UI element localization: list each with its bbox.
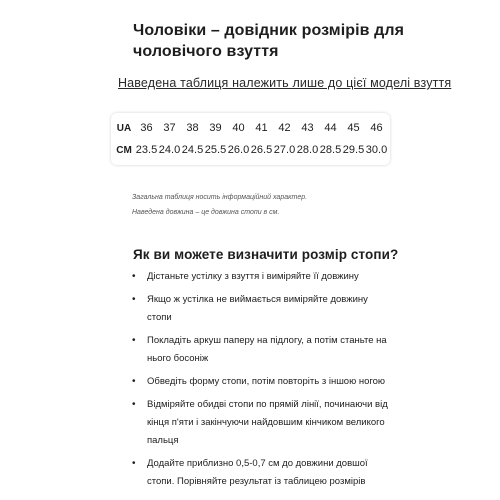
size-cell: 39 [209, 122, 222, 134]
bullet-icon: • [132, 335, 136, 346]
how-to-step [130, 291, 390, 327]
how-to-step-text: Якщо ж устілка не виймається виміряйте довжину стопи [147, 294, 368, 323]
how-to-step [130, 396, 390, 450]
size-cell: 45 [347, 122, 360, 134]
size-table [113, 117, 388, 161]
size-table-row [113, 117, 388, 139]
size-cell: 44 [324, 122, 337, 134]
size-cell: 36 [140, 122, 153, 134]
size-cell: 38 [186, 122, 199, 134]
how-to-step [130, 455, 390, 491]
how-to-step-text: Дістаньте устілку з взуття і виміряйте її довжину [147, 271, 359, 282]
how-to-heading: Як ви можете визначити розмір стопи? [133, 247, 399, 262]
how-to-step-text: Обведіть форму стопи, потім повторіть з іншою ногою [147, 376, 386, 387]
size-cell: 29.5 [342, 144, 365, 156]
size-cell: 37 [163, 122, 176, 134]
size-cell: 28.5 [319, 144, 342, 156]
bullet-icon: • [132, 399, 136, 410]
size-cell: 43 [301, 122, 314, 134]
bullet-icon: • [132, 294, 136, 305]
size-cell: 23.5 [135, 144, 158, 156]
how-to-step [130, 332, 390, 368]
size-cell: 24.5 [181, 144, 204, 156]
how-to-list [130, 268, 390, 496]
size-cell: 24.0 [158, 144, 181, 156]
size-row-label: CM [116, 144, 132, 156]
size-cell: 28.0 [296, 144, 319, 156]
size-cell: 41 [255, 122, 268, 134]
how-to-step-text: Покладіть аркуш паперу на підлогу, а потім станьте на нього босоніж [147, 335, 387, 364]
length-note: Наведена довжина – це довжина стопи в см. [132, 209, 280, 216]
size-cell: 42 [278, 122, 291, 134]
info-note: Загальна таблиця носить інформаційний характер. [132, 194, 308, 201]
model-note-link: Наведена таблиця належить лише до цієї моделі взуття [118, 76, 452, 90]
bullet-icon: • [132, 271, 136, 282]
bullet-icon: • [132, 458, 136, 469]
how-to-step [130, 268, 390, 286]
size-row-label: UA [116, 122, 132, 134]
size-cell: 30.0 [365, 144, 388, 156]
bullet-icon: • [132, 376, 136, 387]
size-cell: 40 [232, 122, 245, 134]
size-cell: 46 [370, 122, 383, 134]
size-cell: 26.5 [250, 144, 273, 156]
how-to-step [130, 373, 390, 391]
size-cell: 27.0 [273, 144, 296, 156]
size-cell: 25.5 [204, 144, 227, 156]
how-to-step-text: Додайте приблизно 0,5-0,7 см до довжини довшої стопи. Порівняйте результат із таблицею розмірів [147, 458, 368, 487]
size-table-row [113, 139, 388, 161]
how-to-step-text: Відміряйте обидві стопи по прямій лінії, починаючи від кінця п'яти і закінчуючи найдовшим кінчиком великого пальця [147, 399, 388, 446]
size-cell: 26.0 [227, 144, 250, 156]
page-title: Чоловіки – довідник розмірів для чоловічого взуття [133, 22, 405, 60]
